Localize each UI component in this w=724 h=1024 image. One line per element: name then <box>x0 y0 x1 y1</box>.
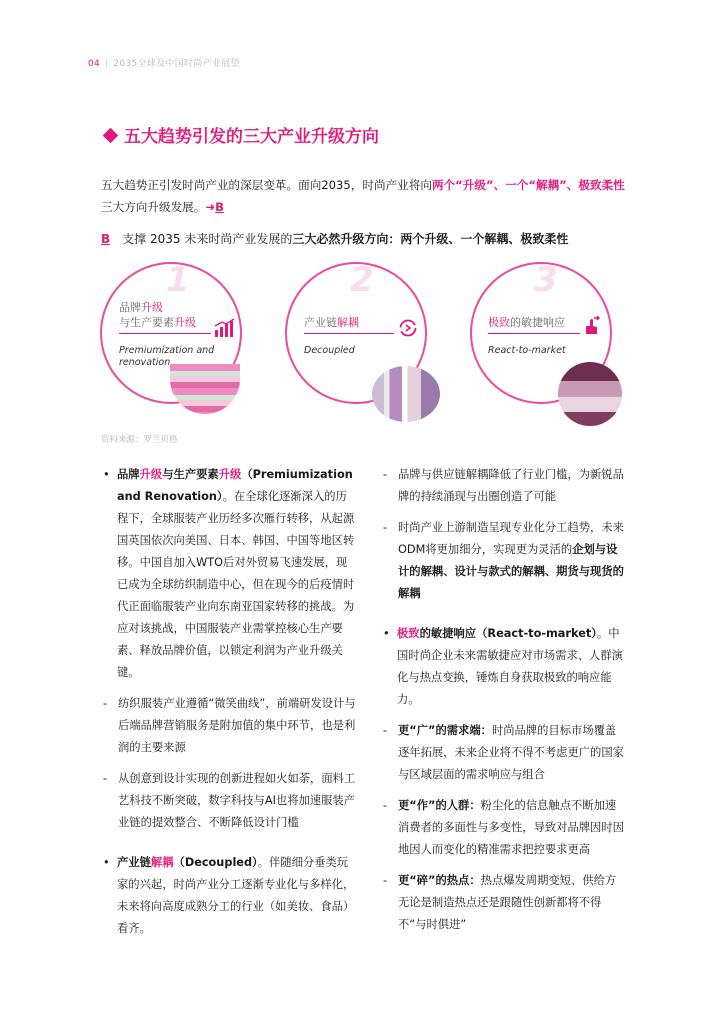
circle-number-1: 1 <box>166 260 190 300</box>
sub-bold: 更“作”的人群： <box>398 799 481 812</box>
circle-line-1 <box>119 333 211 334</box>
sub-text: 时尚品牌的目标市场覆盖逐年拓展，未来企业将不得不考虑更广的国家与区域层面的需求响应与组合 <box>398 724 624 781</box>
intro-highlight: 两个“升级”、一个“解耦”、极致柔性 <box>431 178 625 192</box>
b3-title: 的敏捷响应 <box>419 627 477 640</box>
circle-title-1 <box>119 300 196 330</box>
sub-bold: 更“广”的需求端： <box>398 724 492 737</box>
circle-english-2: Decoupled <box>304 345 355 356</box>
b3-body: 。中国时尚企业未来需敏捷应对市场需求、人群演化与热点变换，锤炼自身获取极致的响应能力。 <box>397 627 623 706</box>
caption-text: 支撑 2035 未来时尚产业发展的 <box>122 232 293 246</box>
sub-text: 时尚产业上游制造呈现专业化分工趋势，未来ODM将更加细分，实现更为灵活的 <box>398 521 624 556</box>
sub-item-consumers <box>381 795 625 861</box>
circle-line-2 <box>304 333 394 334</box>
intro-paragraph <box>101 174 631 218</box>
arrow-icon: ➜ <box>205 200 216 214</box>
page-header <box>88 56 240 69</box>
circle-title-3 <box>488 315 565 330</box>
figure-ref-link[interactable]: B <box>215 200 224 214</box>
sub-item-smile-curve: - 纺织服装产业遵循“微笑曲线”，前端研发设计与后端品牌营销服务是附加值的集中环节，也是利润的主要来源 <box>101 693 358 759</box>
sub-item-hotspots <box>381 870 625 936</box>
b2-body: 。伴随细分垂类玩家的兴起，时尚产业分工逐渐专业化与多样化，未来将向高度成熟分工的行业（如美妆、食品）看齐。 <box>117 856 355 935</box>
sub-text: 粉尘化的信息触点不断加速消费者的多面性与多变性，导致对品牌因时因地因人而变化的精准需求把控要求更高 <box>398 799 624 856</box>
circle-english-3: React-to-market <box>488 345 566 356</box>
left-column <box>101 464 358 940</box>
title-part: 升级 <box>174 316 196 329</box>
sub-bold: 更“碎”的热点： <box>398 874 481 887</box>
b1-title: （Premiumization and Renovation） <box>117 468 353 503</box>
b1-title: 升级 <box>218 468 242 481</box>
title-part: 的敏捷响应 <box>510 316 565 329</box>
english-line: Premiumization and <box>119 345 215 356</box>
sub-bold: 企划与设计的解耦、设计与款式的解耦、期货与现货的解耦 <box>398 543 624 600</box>
b1-title: 与生产要素 <box>162 468 219 481</box>
intro-text-end: 三大方向升级发展。 <box>101 200 206 214</box>
bullet-premiumization <box>101 464 358 684</box>
bullet-react-to-market <box>381 623 625 711</box>
figure-label: B <box>101 232 111 246</box>
circle-line-3 <box>488 333 580 334</box>
section-title <box>101 122 379 147</box>
b2-title: 解耦 <box>150 856 174 869</box>
fabric-photo <box>170 364 240 414</box>
sub-item-wider-demand <box>381 720 625 786</box>
title-part: 与生产要素 <box>119 316 174 329</box>
bullet-decoupled <box>101 852 358 940</box>
b2-title: （Decoupled） <box>173 856 258 869</box>
bar-chart-icon <box>214 318 236 338</box>
b1-body: 。在全球化逐渐深入的历程下，全球服装产业历经多次雁行转移，从起源国英国依次向美国、日本、韩国、中国等地区转移。中国自加入WTO后对外贸易飞速发展，现已成为全球纺织制造中心，但在现今的后疫情时代正面临服装产业向东南亚国家转移的挑战。为应对该挑战，中国服装产业需掌控核心生产要素、释放品牌价值，以锁定利润为产业升级关键。 <box>117 490 355 679</box>
hand-swipe-icon <box>582 316 602 336</box>
cycle-arrows-icon <box>398 318 418 338</box>
page-number: 04 <box>88 59 101 69</box>
english-line: renovation <box>119 357 171 368</box>
circle-number-3: 3 <box>534 260 558 300</box>
source-note: 资料来源：罗兰贝格 <box>101 435 178 445</box>
circle-number-2: 2 <box>350 260 374 300</box>
intro-text: 五大趋势正引发时尚产业的深层变革。面向2035，时尚产业将向 <box>101 178 432 192</box>
store-photo <box>372 366 440 422</box>
report-title: 2035全球及中国时尚产业展望 <box>113 59 240 69</box>
title-part: 解耦 <box>337 316 359 329</box>
b3-title: 极致 <box>397 627 420 640</box>
sub-item-brand-supply: - 品牌与供应链解耦降低了行业门槛，为新锐品牌的持续涌现与出圈创造了可能 <box>381 464 625 508</box>
title-part: 极致 <box>488 316 510 329</box>
sub-text: 热点爆发周期变短、供给方无论是制造热点还是跟随性创新都将不得不“与时俱进” <box>398 874 617 931</box>
right-column <box>381 464 625 936</box>
b1-title: 品牌 <box>117 468 140 481</box>
b2-title: 产业链 <box>117 856 151 869</box>
b3-title: （React-to-market） <box>476 627 597 640</box>
caption-bold: 三大必然升级方向：两个升级、一个解耦、极致柔性 <box>292 232 569 246</box>
title-part: 产业链 <box>304 316 337 329</box>
figure-caption <box>101 230 641 247</box>
title-part: 品牌 <box>119 301 141 314</box>
section-title-text: 五大趋势引发的三大产业升级方向 <box>124 127 379 147</box>
sub-item-innovation: - 从创意到设计实现的创新进程如火如荼，面料工艺科技不断突破，数字科技与AI也将加速服装产业链的提效整合、不断降低设计门槛 <box>101 768 358 834</box>
header-separator: | <box>105 59 109 69</box>
circle-title-2 <box>304 315 359 330</box>
title-part: 升级 <box>141 301 163 314</box>
diamond-icon <box>103 128 119 144</box>
sub-item-odm <box>381 517 625 605</box>
b1-title: 升级 <box>139 468 163 481</box>
shop-photo <box>558 362 622 426</box>
